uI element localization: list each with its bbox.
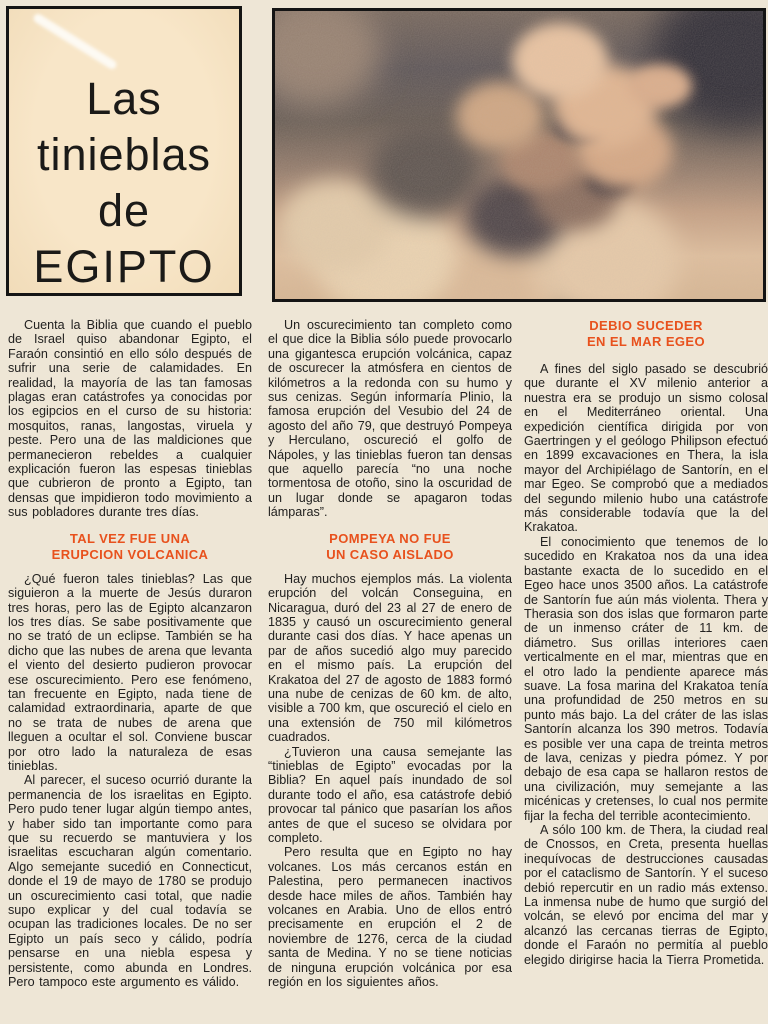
section-heading [8, 531, 252, 563]
volcano-eruption-photo [272, 8, 766, 302]
title-line: EGIPTO [33, 241, 215, 292]
article-column-1 [8, 318, 252, 1018]
article-paragraph: Un oscurecimiento tan completo como el que dice la Biblia sólo puede provocarlo una gigantesca erupción volcánica, capaz de oscurecer la atmósfera en cientos de kilómetros a la redonda con su humo y sus cenizas. Según informaría Plinio, la famosa erupción del Vesubio del 24 de agosto del año 79, que destruyó Pompeya y Herculano, oscureció el golfo de Nápoles, y las tinieblas fueron tan densas que aquello parecía “no una noche tormentosa de otoño, sino la oscuridad de un lugar donde se apagaron todas lámparas”. [268, 318, 512, 520]
title-line: tinieblas [36, 129, 212, 180]
article-column-2 [268, 318, 512, 1018]
section-heading-line: DEBIO SUCEDER [589, 318, 703, 333]
section-heading [268, 531, 512, 563]
article-title-box [6, 6, 242, 296]
article-paragraph: Al parecer, el suceso ocurrió durante la permanencia de los israelitas en Egipto. Pero pudo tener lugar algún tiempo antes, y haber sido tan importante como para que su recuerdo se mantuviera y los israelitas escucharan algún comentario. Algo semejante sucedió en Connecticut, donde el 19 de mayo de 1780 se produjo un oscurecimiento casi total, que nadie supo explicar y del cual todavía se ocupan las tradiciones locales. De no ser Egipto un país seco y cálido, podría pensarse en una niebla espesa y persistente, como abunda en Londres. Pero tampoco este argumento es válido. [8, 773, 252, 990]
section-heading-line: UN CASO AISLADO [326, 546, 454, 562]
article-column-3 [524, 312, 768, 1018]
article-paragraph: ¿Qué fueron tales tinieblas? Las que siguieron a la muerte de Jesús duraron tres horas, pero las de Egipto alcanzaron los tres días. Se sabe positivamente que no se trató de un eclipse. También se ha dicho que las nubes de arena que levanta el viento del desierto pudieron provocar ese oscurecimiento. Pero ese fenómeno, tan frecuente en Egipto, nada tiene de calamidad extraordinaria, aparte de que no se trata de nubes de arena que lleguen a ocultar el sol. Conviene buscar por otro lado la naturaleza de esas tinieblas. [8, 571, 252, 773]
section-heading-line: ERUPCION VOLCANICA [51, 546, 209, 562]
paper-scratch-mark [32, 12, 118, 71]
section-heading [524, 318, 768, 350]
section-heading-line: TAL VEZ FUE UNA [69, 530, 191, 546]
section-heading-line: EN EL MAR EGEO [586, 334, 706, 349]
article-paragraph: A sólo 100 km. de Thera, la ciudad real de Cnossos, en Creta, presenta huellas inequívocas de destrucciones causadas por el cataclismo de Santorín. Y el suceso debió repercutir en un radio más extenso. La inmensa nube de humo que surgió del volcán, se elevó por encima del mar y alcanzó las cercanas tierras de Egipto, donde el Faraón no permitía al pueblo elegido dirigirse hacia la Tierra Prometida. [524, 823, 768, 967]
article-paragraph: ¿Tuvieron una causa semejante las “tinieblas de Egipto” evocadas por la Biblia? En aquel país inundado de sol durante todo el año, esa catástrofe debió provocar tal pánico que pasarían los años antes de que el suceso se olvidara por completo. [268, 744, 512, 845]
article-paragraph: Cuenta la Biblia que cuando el pueblo de Israel quiso abandonar Egipto, el Faraón consintió en ello sólo después de sufrir una serie de calamidades. En realidad, la mayoría de las tan famosas plagas eran catástrofes ya conocidas por los egipcios en el curso de su historia: mosquitos, ranas, langostas, viruela y peste. Pero una de las maldiciones que permanecieron rebeldes a cualquier explicación fueron las espesas tinieblas que cubrieron de pronto a Egipto, tan densas que impidieron todo movimiento a sus pobladores durante tres días. [8, 318, 252, 520]
article-paragraph: Hay muchos ejemplos más. La violenta erupción del volcán Conseguina, en Nicaragua, duró del 23 al 27 de enero de 1835 y causó un oscurecimiento general durante casi dos días. Y hace apenas un par de años sucedió algo muy parecido en el mismo país. La erupción del Krakatoa del 27 de agosto de 1883 formó una nube de cenizas de 60 km. de alto, visible a 700 km, que oscureció el cielo en una extensión de 750 mil kilómetros cuadrados. [268, 571, 512, 745]
article-paragraph: Pero resulta que en Egipto no hay volcanes. Los más cercanos están en Palestina, pero permanecen inactivos desde hace miles de años. También hay volcanes en Arabia. Uno de ellos entró precisamente en erupción el 2 de noviembre de 1276, cerca de la ciudad santa de Medina. Y no se tiene noticias de ninguna erupción volcánica por esa región en los siguientes años. [268, 845, 512, 990]
article-paragraph: El conocimiento que tenemos de lo sucedido en Krakatoa nos da una idea bastante exacta de lo sucedido en el Egeo hace unos 3500 años. La catástrofe de Santorín fue aún más violenta. Thera y Therasia son dos islas que formaron parte de un inmenso cráter de 11 km. de diámetro. Sus orillas interiores caen verticalmente en el mar, mientras que en el otro lado la pendiente aparece más suave. La fosa marina del Krakatoa tenía una profundidad de 250 metros en su punto más bajo. La del cráter de las islas Santorín alcanza los 390 metros. Todavía es posible ver una capa de treinta metros de lava, cenizas y piedra pómez. Y por debajo de esa capa se hallaron restos de una civilización, muy semejante a las micénicas y cretenses, lo cual nos permite fijar la fecha del terrible acontecimiento. [524, 534, 768, 823]
article-paragraph: A fines del siglo pasado se descubrió que durante el XV milenio anterior a nuestra era se produjo un sismo colosal en el Mediterráneo oriental. Una expedición científica dirigida por von Gaertringen y el geólogo Philipson efectuó en 1899 excavaciones en Thera, la isla mayor del Archipiélago de Santorín, en el mar Egeo. Se comprobó que a mediados del segundo milenio hubo una catástrofe más considerable todavía que la del Krakatoa. [524, 362, 768, 535]
title-line: de [97, 185, 151, 236]
article-title [9, 71, 239, 295]
title-line: Las [86, 73, 162, 124]
section-heading-line: POMPEYA NO FUE [329, 530, 451, 546]
photo-grain-texture [275, 11, 763, 299]
